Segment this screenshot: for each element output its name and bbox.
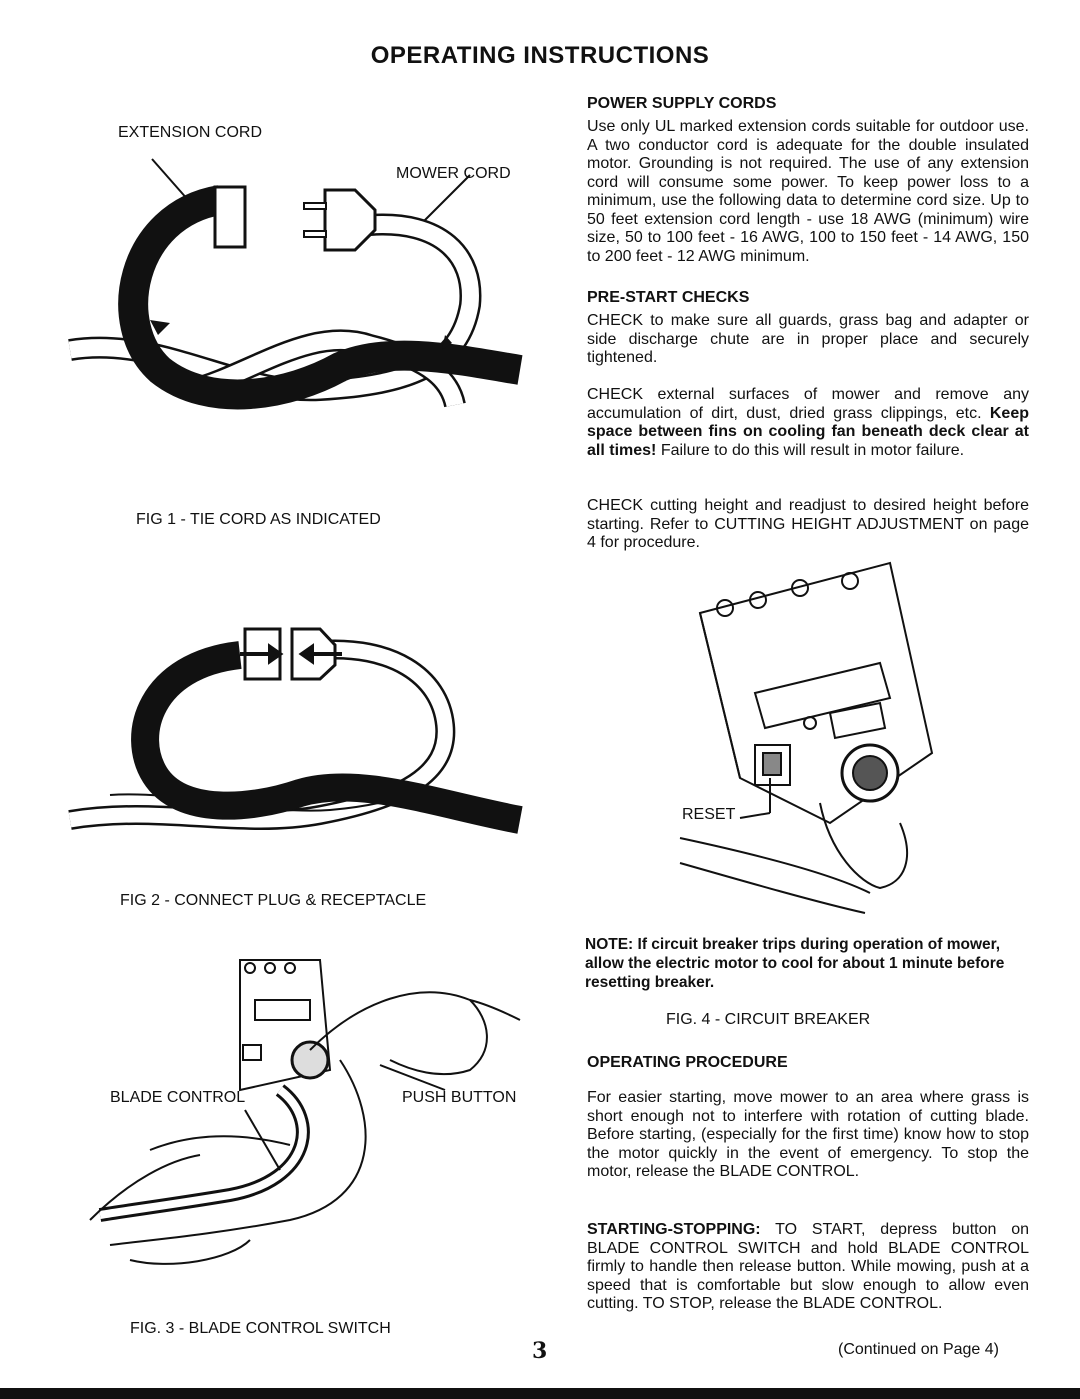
fig2-caption: FIG 2 - CONNECT PLUG & RECEPTACLE <box>120 892 427 909</box>
prestart-check2-b: Failure to do this will result in motor failure. <box>660 441 965 459</box>
note-circuit-breaker: NOTE: If circuit breaker trips during operation of mower, allow the electric motor to cool for about 1 minute before resetting breaker. <box>585 936 1005 991</box>
label-mower-cord: MOWER CORD <box>396 165 511 182</box>
starting-stopping-label: STARTING-STOPPING: <box>587 1221 761 1238</box>
label-reset: RESET <box>682 806 736 823</box>
prestart-check2 <box>587 386 1029 460</box>
fig4-circuit-breaker-illustration <box>670 563 950 918</box>
prestart-check1: CHECK to make sure all guards, grass bag and adapter or side discharge chute are in proper place and securely tightened. <box>587 312 1029 366</box>
fig1-caption: FIG 1 - TIE CORD AS INDICATED <box>136 511 381 528</box>
starting-stopping <box>587 1221 1029 1314</box>
fig4-caption: FIG. 4 - CIRCUIT BREAKER <box>666 1011 871 1028</box>
fig3-caption: FIG. 3 - BLADE CONTROL SWITCH <box>130 1320 391 1337</box>
label-push-button: PUSH BUTTON <box>402 1089 517 1106</box>
label-extension-cord: EXTENSION CORD <box>118 124 263 141</box>
starting-stopping-body: TO START, depress button on BLADE CONTROL SWITCH and hold BLADE CONTROL firmly to handle then release button. While mowing, push at a speed that is comfortable but slow enough to allow even cutting. TO STOP, release the BLADE CONTROL. <box>587 1221 1029 1312</box>
prestart-check2-a: CHECK external surfaces of mower and remove any accumulation of dirt, dust, dried grass clippings, etc. <box>587 386 1029 422</box>
page-number: 3 <box>532 1338 548 1364</box>
prestart-check3: CHECK cutting height and readjust to desired height before starting. Refer to CUTTING HEIGHT ADJUSTMENT on page 4 for procedure. <box>587 497 1029 551</box>
label-blade-control: BLADE CONTROL <box>110 1089 246 1106</box>
heading-prestart: PRE-START CHECKS <box>587 289 750 306</box>
page-title: OPERATING INSTRUCTIONS <box>370 42 710 69</box>
power-supply-body: Use only UL marked extension cords suitable for outdoor use. A two conductor cord is adequate for the double insulated motor. Grounding is not required. The use of any extension cord will consume some power. To keep power loss to a minimum, use the following data to determine cord size. Up to 50 feet extension cord length - use 18 AWG (minimum) wire size, 50 to 100 feet - 16 AWG, 100 to 150 feet - 14 AWG, 150 to 200 feet - 12 AWG minimum. <box>587 118 1029 265</box>
continued-note: (Continued on Page 4) <box>838 1341 999 1358</box>
operating-body: For easier starting, move mower to an area where grass is short enough not to interfere with rotation of cutting blade. Before starting, (especially for the first time) know how to stop the motor quickly in the event of emergency. To stop the motor, release the BLADE CONTROL. <box>587 1089 1029 1180</box>
fig1-tie-cord-illustration <box>70 145 540 435</box>
heading-operating-procedure: OPERATING PROCEDURE <box>587 1054 788 1071</box>
fig2-connect-plug-illustration <box>70 615 540 845</box>
prestart-check2-bold: Keep space between fins on cooling fan beneath deck clear at all times! <box>587 404 1029 459</box>
heading-power-supply: POWER SUPPLY CORDS <box>587 95 777 112</box>
bottom-rule <box>0 1388 1080 1399</box>
fig3-blade-control-illustration <box>90 960 530 1290</box>
